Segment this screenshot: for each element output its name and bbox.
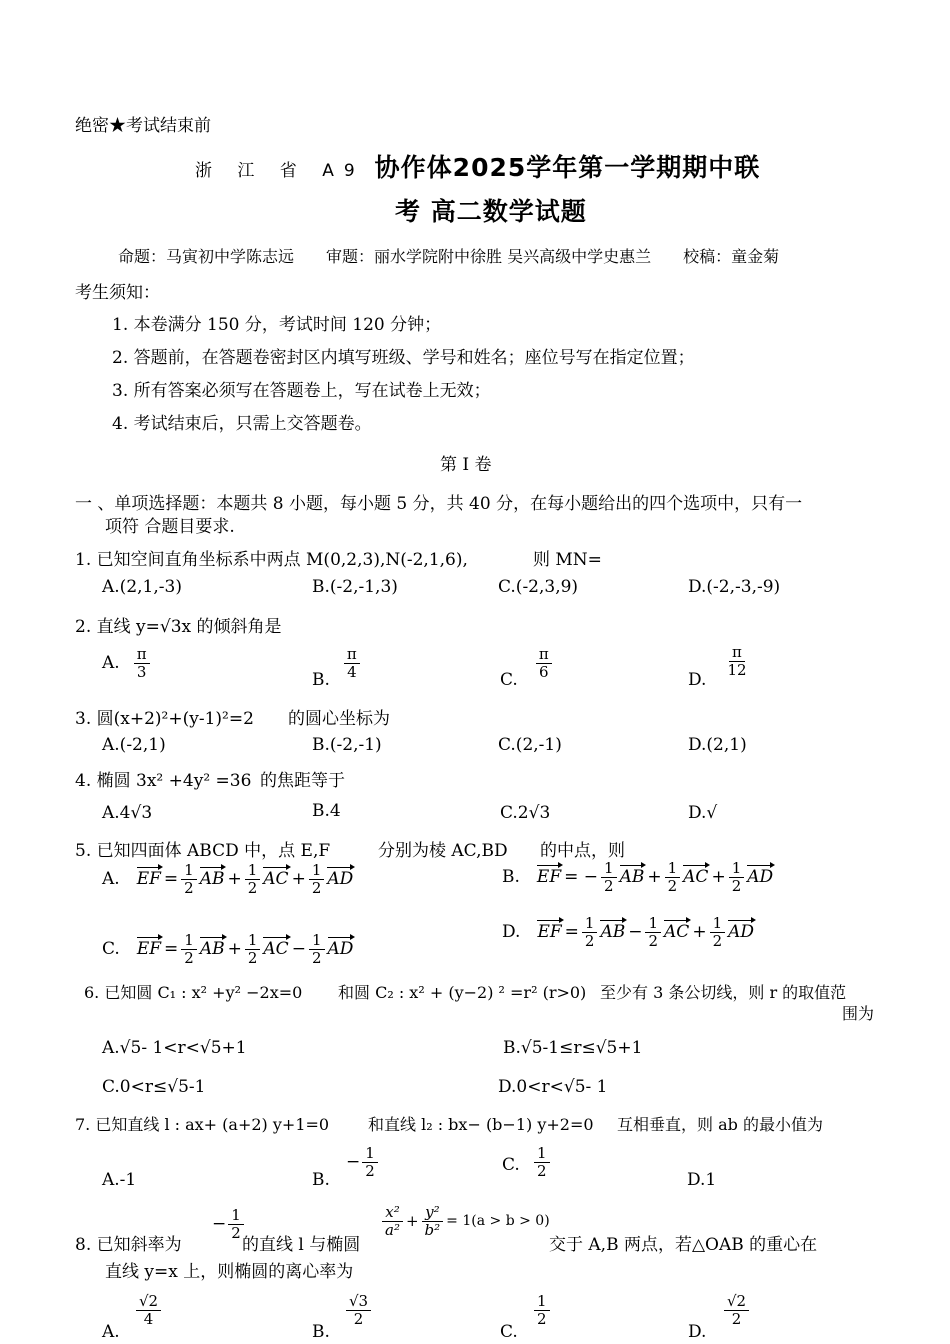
den: 2 <box>231 1223 241 1242</box>
q8-ellipse <box>382 1204 550 1238</box>
option-label: D. <box>502 922 521 942</box>
vector-ef: EF <box>536 867 562 887</box>
num: 1 <box>181 932 197 950</box>
q7-option-a: A.-1 <box>102 1170 137 1190</box>
minus-sign: − <box>346 1152 361 1172</box>
q4-option-b: B.4 <box>312 801 341 821</box>
num: 1 <box>309 862 325 880</box>
q7-option-b-value <box>346 1145 378 1179</box>
q8-stem-a: 8. 已知斜率为 <box>75 1235 182 1255</box>
exam-title <box>195 148 760 184</box>
volume-heading: 第 I 卷 <box>440 455 492 475</box>
den: a² <box>385 1220 400 1239</box>
num: 1 <box>245 862 261 880</box>
num: 1 <box>582 915 598 933</box>
den: 2 <box>537 1309 547 1328</box>
ellipse-condition: = 1(a > b > 0) <box>446 1213 550 1229</box>
q3-option-a: A.(-2,1) <box>102 735 166 755</box>
q7-stem: 7. 已知直线 l : ax+ (a+2) y+1=0 <box>75 1115 330 1134</box>
vector-ef: EF <box>537 922 562 942</box>
den: 2 <box>712 931 723 950</box>
den: b² <box>424 1220 441 1239</box>
pi: π <box>536 646 552 664</box>
q1-option-b: B.(-2,-1,3) <box>312 577 398 597</box>
num: 1 <box>729 860 745 878</box>
q6-ask: 至少有 3 条公切线，则 r 的取值范 <box>600 983 847 1002</box>
notice-item: 3. 所有答案必须写在答题卷上，写在试卷上无效； <box>112 381 491 401</box>
q8-option-b-value <box>346 1293 371 1327</box>
option-label: B. <box>312 670 330 690</box>
title-line2: 考 高二数学试题 <box>395 197 587 226</box>
q5-option-a: A. EF = $\frac{1}{2}$ AB + $\frac{1}{2}$ AC + $\frac{1}{2}$ AD <box>102 861 354 897</box>
vector-ab: AB <box>619 867 645 887</box>
vector-ab: AB <box>600 922 626 942</box>
q2-option-d <box>688 644 750 690</box>
num: y² <box>422 1204 443 1222</box>
q5-option-b: B. EF = − $\frac{1}{2}$ AB + $\frac{1}{2}$ AC + $\frac{1}{2}$ AD <box>502 859 774 895</box>
den: 6 <box>538 662 549 681</box>
pi: π <box>134 646 150 664</box>
num: 1 <box>228 1207 244 1225</box>
num: 1 <box>645 915 661 933</box>
q5-option-c: C. EF = $\frac{1}{2}$ AB + $\frac{1}{2}$ AC − $\frac{1}{2}$ AD <box>102 931 354 967</box>
q3-ask: 的圆心坐标为 <box>288 709 390 729</box>
credits: 命题：马寅初中学陈志远 审题：丽水学院附中徐胜 吴兴高级中学史惠兰 校稿：童金菊 <box>118 247 780 266</box>
q1-option-a: A.(2,1,-3) <box>102 577 182 597</box>
q2-option-a <box>102 646 150 680</box>
den: 2 <box>311 878 322 897</box>
q6-ask-cont: 围为 <box>842 1004 875 1023</box>
option-label: B. <box>502 867 520 887</box>
notice-item: 2. 答题前，在答题卷密封区内填写班级、学号和姓名；座位号写在指定位置； <box>112 348 695 368</box>
q3-option-c: C.(2,-1) <box>498 735 562 755</box>
num: √2 <box>136 1293 161 1311</box>
vector-ac: AC <box>263 939 289 959</box>
den: 3 <box>136 662 147 681</box>
q7-ask: 互相垂直，则 ab 的最小值为 <box>617 1115 823 1134</box>
den: 2 <box>537 1161 547 1180</box>
secret-label: 绝密★考试结束前 <box>75 116 211 136</box>
notice-item: 1. 本卷满分 150 分，考试时间 120 分钟； <box>112 315 442 335</box>
q7-option-d: D.1 <box>687 1170 717 1190</box>
q5-stem: 5. 已知四面体 ABCD 中，点 E,F <box>75 841 331 861</box>
q4-option-a: A.4√3 <box>102 803 153 823</box>
section-instructions-cont: 项符 合题目要求. <box>105 517 235 537</box>
q8-stem-c: 交于 A,B 两点，若△OAB 的重心在 <box>549 1235 818 1255</box>
den: 2 <box>247 948 258 967</box>
option-label: C. <box>102 939 120 959</box>
den: 2 <box>731 1309 742 1328</box>
q6-option-d: D.0<r<√5- 1 <box>498 1077 608 1097</box>
vector-ef: EF <box>136 939 162 959</box>
den: 2 <box>731 876 742 895</box>
q8-option-c-label: C. <box>500 1322 518 1342</box>
q8-option-a-label: A. <box>102 1322 120 1342</box>
q5-mid: 分别为棱 AC,BD <box>378 841 508 861</box>
q6-option-c: C.0<r≤√5-1 <box>102 1077 206 1097</box>
q5-option-d: D. EF = $\frac{1}{2}$ AB − $\frac{1}{2}$ AC + $\frac{1}{2}$ AD <box>502 914 755 950</box>
title-prefix: 浙 江 省 A9 <box>195 161 365 181</box>
q6-option-b: B.√5-1≤r≤√5+1 <box>503 1038 643 1058</box>
vector-ef: EF <box>136 869 161 889</box>
q6-option-a: A.√5- 1<r<√5+1 <box>102 1038 247 1058</box>
den: 2 <box>184 948 194 967</box>
q4-option-c: C.2√3 <box>500 803 551 823</box>
q3-option-b: B.(-2,-1) <box>312 735 382 755</box>
num: 1 <box>710 915 726 933</box>
option-label: C. <box>500 670 518 690</box>
q3-stem: 3. 圆(x+2)²+(y-1)²=2 <box>75 709 254 729</box>
den: 4 <box>143 1309 154 1328</box>
den: 2 <box>365 1161 375 1180</box>
num: 1 <box>601 860 617 878</box>
q4-option-d: D.√ <box>688 803 718 823</box>
minus-sign: − <box>212 1214 227 1234</box>
q7-mid: 和直线 l₂ : bx− (b−1) y+2=0 <box>368 1115 594 1134</box>
q1-option-d: D.(-2,-3,-9) <box>688 577 781 597</box>
den: 2 <box>667 876 678 895</box>
option-label: A. <box>102 869 120 889</box>
q5-ask: 的中点，则 <box>540 841 625 861</box>
den: 2 <box>311 948 322 967</box>
den: 2 <box>604 876 614 895</box>
q8-stem-b: 的直线 l 与椭圆 <box>242 1235 361 1255</box>
q4-ask: 的焦距等于 <box>260 771 345 791</box>
q7-option-b-label: B. <box>312 1170 330 1190</box>
vector-ad: AD <box>728 922 755 942</box>
vector-ac: AC <box>664 922 690 942</box>
q6-mid: 和圆 C₂ : x² + (y−2) ² =r² (r>0) <box>338 983 587 1002</box>
q4-stem: 4. 椭圆 3x² +4y² =36 <box>75 771 252 791</box>
vector-ac: AC <box>683 867 709 887</box>
q8-slope <box>212 1207 244 1241</box>
q8-option-d-label: D. <box>688 1322 707 1342</box>
vector-ad: AD <box>327 939 354 959</box>
notice-item: 4. 考试结束后，只需上交答题卷。 <box>112 414 372 434</box>
vector-ad: AD <box>327 869 354 889</box>
q1-ask: 则 MN= <box>533 550 602 570</box>
num: 1 <box>665 860 681 878</box>
num: √3 <box>346 1293 371 1311</box>
q2-stem: 2. 直线 y=√3x 的倾斜角是 <box>75 617 282 637</box>
vector-ab: AB <box>199 869 225 889</box>
vector-ad: AD <box>747 867 774 887</box>
q8-option-a-value <box>136 1293 161 1327</box>
num: √2 <box>724 1293 749 1311</box>
title-main: 协作体2025学年第一学期期中联 <box>374 153 761 182</box>
q1-option-c: C.(-2,3,9) <box>498 577 579 597</box>
num: 1 <box>362 1145 378 1163</box>
q2-option-b <box>312 646 360 690</box>
q1-stem: 1. 已知空间直角坐标系中两点 M(0,2,3),N(-2,1,6), <box>75 550 468 570</box>
num: 1 <box>181 862 197 880</box>
num: 1 <box>245 932 261 950</box>
option-label: D. <box>688 670 707 690</box>
q7-option-c-label: C. <box>502 1155 520 1175</box>
pi: π <box>344 646 360 664</box>
option-label: A. <box>102 653 120 673</box>
pi: π <box>729 644 745 662</box>
den: 2 <box>584 931 595 950</box>
q7-option-c-value <box>534 1145 550 1179</box>
q2-option-c <box>500 646 552 690</box>
num: 1 <box>309 932 325 950</box>
den: 12 <box>727 660 747 679</box>
q8-option-b-label: B. <box>312 1322 330 1342</box>
q8-option-d-value <box>724 1293 749 1327</box>
num: 1 <box>534 1293 550 1311</box>
q8-stem-line2: 直线 y=x 上，则椭圆的离心率为 <box>105 1262 354 1282</box>
plus-sign: + <box>405 1212 419 1230</box>
num: 1 <box>534 1145 550 1163</box>
den: 2 <box>353 1309 364 1328</box>
vector-ab: AB <box>199 939 225 959</box>
section-instructions: 一 、单项选择题：本题共 8 小题，每小题 5 分，共 40 分，在每小题给出的四个选项中，只有一 <box>75 494 803 514</box>
num: x² <box>382 1204 402 1222</box>
q8-option-c-value <box>534 1293 550 1327</box>
den: 2 <box>184 878 194 897</box>
den: 4 <box>347 662 357 681</box>
den: 2 <box>648 931 659 950</box>
vector-ac: AC <box>263 869 289 889</box>
den: 2 <box>247 878 258 897</box>
q3-option-d: D.(2,1) <box>688 735 747 755</box>
notice-heading: 考生须知： <box>75 283 160 303</box>
q6-stem: 6. 已知圆 C₁ : x² +y² −2x=0 <box>84 983 303 1002</box>
